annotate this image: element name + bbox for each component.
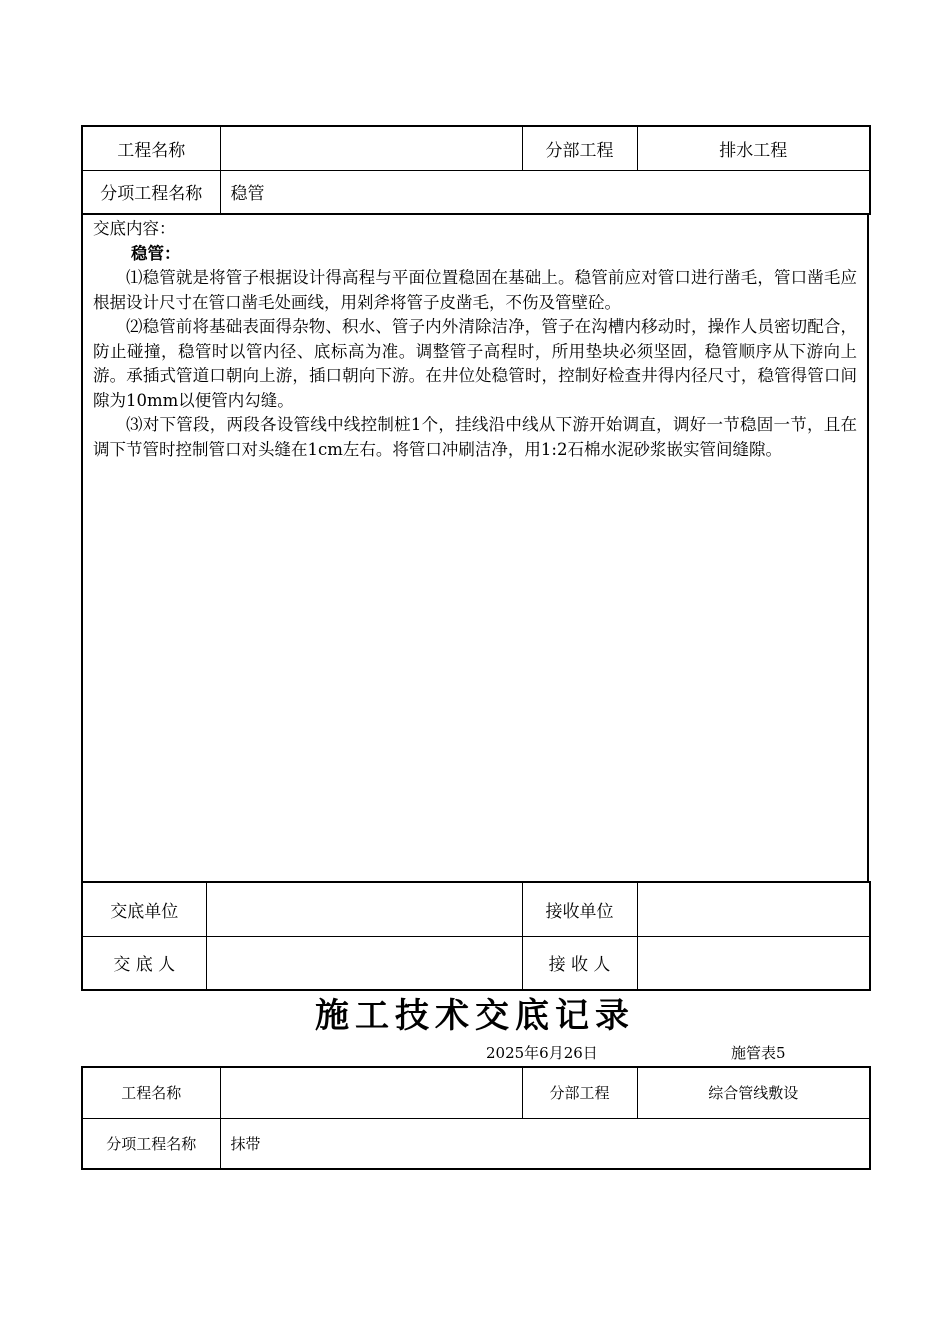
sheet2-header-table	[81, 1066, 871, 1170]
handover-person-value	[206, 936, 522, 990]
project-name-label: 工程名称	[82, 1067, 220, 1118]
division-label: 分部工程	[522, 1067, 637, 1118]
subitem-label: 分项工程名称	[82, 1118, 220, 1169]
sheet1-footer-table	[81, 881, 871, 991]
handover-unit-label: 交底单位	[82, 882, 206, 936]
content-paragraph-1: ⑴稳管就是将管子根据设计得高程与平面位置稳固在基础上。稳管前应对管口进行凿毛，管口凿毛应根据设计尺寸在管口凿毛处画线，用剁斧将管子皮凿毛，不伤及管壁砼。	[93, 268, 857, 312]
receiving-unit-value	[637, 882, 870, 936]
content-label: 交底内容：	[93, 219, 176, 238]
subitem-label: 分项工程名称	[82, 170, 220, 214]
project-name-label: 工程名称	[82, 126, 220, 170]
receiving-unit-label: 接收单位	[522, 882, 637, 936]
handover-person-label: 交 底 人	[82, 936, 206, 990]
division-value: 综合管线敷设	[637, 1067, 870, 1118]
project-name-value	[220, 1067, 522, 1118]
handover-content	[81, 213, 869, 882]
project-name-value	[220, 126, 522, 170]
subitem-value: 抹带	[220, 1118, 870, 1169]
content-paragraph-3: ⑶对下管段，两段各设管线中线控制桩1个，挂线沿中线从下游开始调直，调好一节稳固一节，且在调下节管时控制管口对头缝在1cm左右。将管口冲刷洁净，用1:2石棉水泥砂浆嵌实管间缝隙。	[93, 415, 857, 459]
content-paragraph-2: ⑵稳管前将基础表面得杂物、积水、管子内外清除洁净，管子在沟槽内移动时，操作人员密切配合，防止碰撞，稳管时以管内径、底标高为准。调整管子高程时，所用垫块必须坚固，稳管顺序从下游向上游。承插式管道口朝向上游，插口朝向下游。在井位处稳管时，控制好检查井得内径尺寸，稳管得管口间隙为10mm以便管内勾缝。	[93, 317, 857, 410]
division-label: 分部工程	[522, 126, 637, 170]
receiver-label: 接 收 人	[522, 936, 637, 990]
division-value: 排水工程	[637, 126, 870, 170]
document-title: 施工技术交底记录	[315, 996, 635, 1036]
form-number: 施管表5	[731, 1044, 786, 1062]
document-date: 2025年6月26日	[486, 1044, 598, 1062]
subitem-value: 稳管	[220, 170, 870, 214]
content-heading: 稳管：	[131, 243, 181, 263]
handover-unit-value	[206, 882, 522, 936]
sheet1-header-table	[81, 125, 871, 215]
receiver-value	[637, 936, 870, 990]
